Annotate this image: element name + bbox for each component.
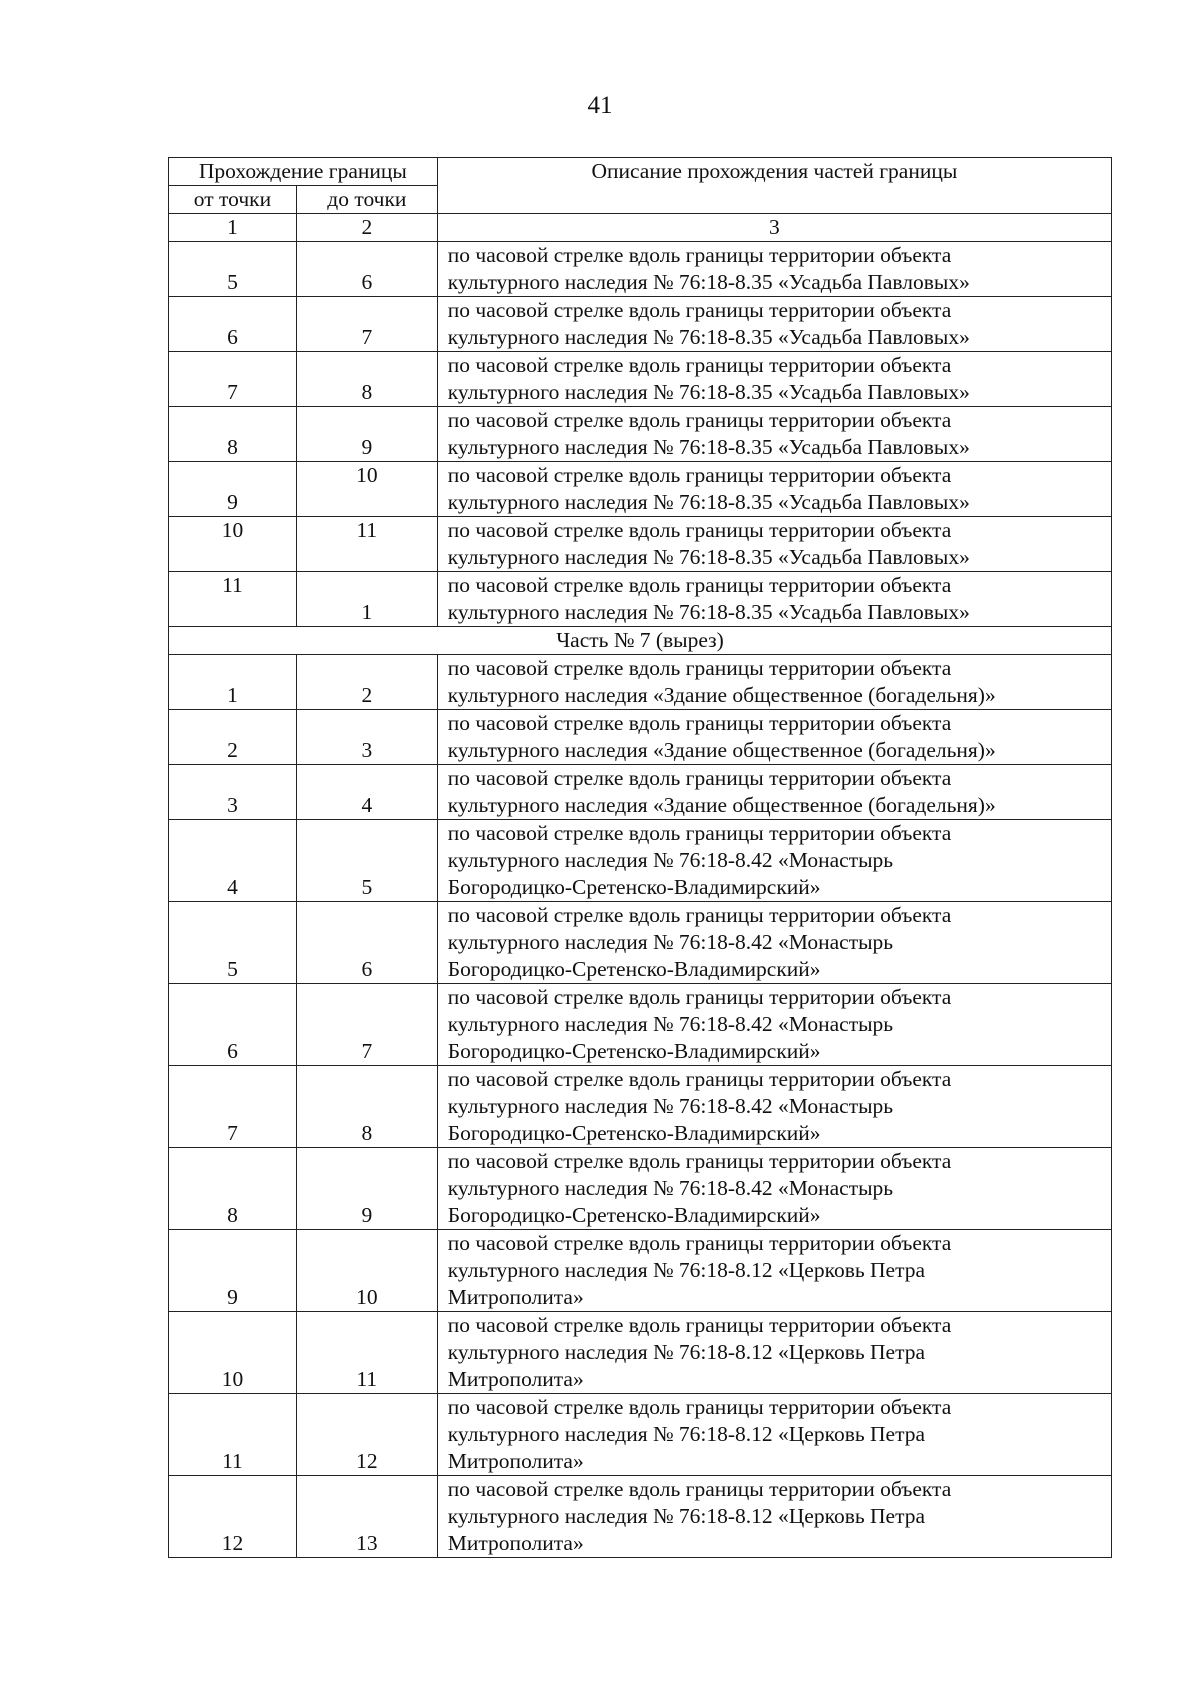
description-line: культурного наследия № 76:18-8.35 «Усадьба Павловых» — [447, 380, 970, 404]
description-cell — [437, 297, 1111, 352]
description-line: Богородицко-Сретенско-Владимирский» — [447, 1203, 821, 1227]
description-cell — [437, 572, 1111, 627]
from-point-cell: 10 — [169, 517, 297, 572]
description-line: культурного наследия № 76:18-8.35 «Усадьба Павловых» — [447, 490, 970, 514]
to-point-cell: 2 — [296, 655, 437, 710]
table-row — [169, 297, 1112, 352]
from-point-cell: 6 — [169, 297, 297, 352]
description-line: по часовой стрелке вдоль границы территории объекта — [447, 985, 952, 1009]
description-line: по часовой стрелке вдоль границы территории объекта — [447, 1067, 952, 1091]
description-line: по часовой стрелке вдоль границы территории объекта — [447, 408, 952, 432]
description-line: по часовой стрелке вдоль границы территории объекта — [447, 656, 952, 680]
section-rows-a — [169, 242, 1112, 627]
table-row — [169, 1394, 1112, 1476]
to-point-cell: 1 — [296, 572, 437, 627]
description-cell — [437, 984, 1111, 1066]
from-point-cell: 11 — [169, 572, 297, 627]
column-number: 1 — [169, 214, 297, 242]
to-point-cell: 5 — [296, 820, 437, 902]
description-line: Митрополита» — [447, 1285, 584, 1309]
from-point-cell: 8 — [169, 1148, 297, 1230]
description-cell — [437, 1230, 1111, 1312]
column-number: 2 — [296, 214, 437, 242]
description-line: культурного наследия № 76:18-8.42 «Монастырь — [447, 1176, 894, 1200]
description-line: по часовой стрелке вдоль границы территории объекта — [447, 1395, 952, 1419]
from-point-cell: 7 — [169, 1066, 297, 1148]
from-point-cell: 2 — [169, 710, 297, 765]
from-point-cell: 5 — [169, 902, 297, 984]
description-line: по часовой стрелке вдоль границы территории объекта — [447, 573, 952, 597]
description-line: по часовой стрелке вдоль границы территории объекта — [447, 903, 952, 927]
description-cell — [437, 1394, 1111, 1476]
description-cell — [437, 1476, 1111, 1558]
description-cell — [437, 242, 1111, 297]
description-line: культурного наследия № 76:18-8.35 «Усадьба Павловых» — [447, 600, 970, 624]
description-line: по часовой стрелке вдоль границы территории объекта — [447, 1149, 952, 1173]
from-point-cell: 4 — [169, 820, 297, 902]
page-number: 41 — [587, 92, 613, 119]
description-cell — [437, 462, 1111, 517]
description-cell — [437, 517, 1111, 572]
table-row — [169, 1476, 1112, 1558]
description-line: культурного наследия № 76:18-8.42 «Монастырь — [447, 1012, 894, 1036]
to-point-cell: 4 — [296, 765, 437, 820]
from-point-cell: 7 — [169, 352, 297, 407]
to-point-cell: 7 — [296, 984, 437, 1066]
description-line: по часовой стрелке вдоль границы территории объекта — [447, 518, 952, 542]
to-point-cell: 9 — [296, 1148, 437, 1230]
from-point-cell: 8 — [169, 407, 297, 462]
description-line: по часовой стрелке вдоль границы территории объекта — [447, 1477, 952, 1501]
description-line: культурного наследия № 76:18-8.42 «Монастырь — [447, 848, 894, 872]
from-point-cell: 10 — [169, 1312, 297, 1394]
description-line: по часовой стрелке вдоль границы территории объекта — [447, 1231, 952, 1255]
to-point-cell: 11 — [296, 517, 437, 572]
table-row — [169, 984, 1112, 1066]
description-line: Богородицко-Сретенско-Владимирский» — [447, 957, 821, 981]
table-row — [169, 1312, 1112, 1394]
description-line: культурного наследия № 76:18-8.12 «Церковь Петра — [447, 1258, 926, 1282]
description-cell — [437, 765, 1111, 820]
description-line: культурного наследия № 76:18-8.42 «Монастырь — [447, 1094, 894, 1118]
to-point-cell: 7 — [296, 297, 437, 352]
description-line: культурного наследия № 76:18-8.35 «Усадьба Павловых» — [447, 545, 970, 569]
description-cell — [437, 407, 1111, 462]
description-cell — [437, 655, 1111, 710]
description-line: Митрополита» — [447, 1367, 584, 1391]
from-point-cell: 6 — [169, 984, 297, 1066]
to-point-cell: 11 — [296, 1312, 437, 1394]
table-row — [169, 902, 1112, 984]
table-row — [169, 1066, 1112, 1148]
header-to-point: до точки — [296, 186, 437, 214]
description-line: культурного наследия «Здание общественное (богадельня)» — [447, 793, 996, 817]
description-line: по часовой стрелке вдоль границы территории объекта — [447, 243, 952, 267]
table-row — [169, 710, 1112, 765]
to-point-cell: 9 — [296, 407, 437, 462]
description-line: культурного наследия «Здание общественное (богадельня)» — [447, 683, 996, 707]
table-row — [169, 407, 1112, 462]
header-boundary-passage: Прохождение границы — [169, 158, 438, 186]
from-point-cell: 12 — [169, 1476, 297, 1558]
description-line: Митрополита» — [447, 1531, 584, 1555]
description-cell — [437, 1066, 1111, 1148]
description-line: культурного наследия № 76:18-8.35 «Усадьба Павловых» — [447, 325, 970, 349]
description-line: по часовой стрелке вдоль границы территории объекта — [447, 766, 952, 790]
section-title: Часть № 7 (вырез) — [169, 627, 1112, 655]
table-row — [169, 655, 1112, 710]
column-number: 3 — [437, 214, 1111, 242]
description-cell — [437, 1148, 1111, 1230]
table-row — [169, 572, 1112, 627]
header-description: Описание прохождения частей границы — [437, 158, 1111, 214]
description-line: культурного наследия № 76:18-8.12 «Церковь Петра — [447, 1422, 926, 1446]
description-line: Богородицко-Сретенско-Владимирский» — [447, 875, 821, 899]
to-point-cell: 10 — [296, 1230, 437, 1312]
to-point-cell: 8 — [296, 352, 437, 407]
table-row — [169, 242, 1112, 297]
description-cell — [437, 820, 1111, 902]
description-cell — [437, 710, 1111, 765]
table-row — [169, 1148, 1112, 1230]
to-point-cell: 8 — [296, 1066, 437, 1148]
table-row — [169, 1230, 1112, 1312]
description-cell — [437, 352, 1111, 407]
description-line: Митрополита» — [447, 1449, 584, 1473]
description-line: культурного наследия № 76:18-8.35 «Усадьба Павловых» — [447, 270, 970, 294]
table-row — [169, 517, 1112, 572]
description-line: по часовой стрелке вдоль границы территории объекта — [447, 353, 952, 377]
table-row — [169, 820, 1112, 902]
description-line: по часовой стрелке вдоль границы территории объекта — [447, 821, 952, 845]
to-point-cell: 3 — [296, 710, 437, 765]
description-line: культурного наследия «Здание общественное (богадельня)» — [447, 738, 996, 762]
description-cell — [437, 902, 1111, 984]
description-line: культурного наследия № 76:18-8.42 «Монастырь — [447, 930, 894, 954]
from-point-cell: 1 — [169, 655, 297, 710]
from-point-cell: 9 — [169, 1230, 297, 1312]
to-point-cell: 10 — [296, 462, 437, 517]
to-point-cell: 6 — [296, 242, 437, 297]
description-line: Богородицко-Сретенско-Владимирский» — [447, 1039, 821, 1063]
description-line: культурного наследия № 76:18-8.12 «Церковь Петра — [447, 1504, 926, 1528]
from-point-cell: 11 — [169, 1394, 297, 1476]
to-point-cell: 6 — [296, 902, 437, 984]
description-line: культурного наследия № 76:18-8.12 «Церковь Петра — [447, 1340, 926, 1364]
table-row — [169, 352, 1112, 407]
description-line: культурного наследия № 76:18-8.35 «Усадьба Павловых» — [447, 435, 970, 459]
description-line: по часовой стрелке вдоль границы территории объекта — [447, 298, 952, 322]
to-point-cell: 13 — [296, 1476, 437, 1558]
from-point-cell: 5 — [169, 242, 297, 297]
description-cell — [437, 1312, 1111, 1394]
table-row — [169, 462, 1112, 517]
from-point-cell: 9 — [169, 462, 297, 517]
boundary-table — [168, 157, 1112, 1558]
to-point-cell: 12 — [296, 1394, 437, 1476]
header-from-point: от точки — [169, 186, 297, 214]
description-line: по часовой стрелке вдоль границы территории объекта — [447, 1313, 952, 1337]
description-line: по часовой стрелке вдоль границы территории объекта — [447, 711, 952, 735]
from-point-cell: 3 — [169, 765, 297, 820]
section-rows-b — [169, 655, 1112, 1558]
description-line: по часовой стрелке вдоль границы территории объекта — [447, 463, 952, 487]
description-line: Богородицко-Сретенско-Владимирский» — [447, 1121, 821, 1145]
table-row — [169, 765, 1112, 820]
